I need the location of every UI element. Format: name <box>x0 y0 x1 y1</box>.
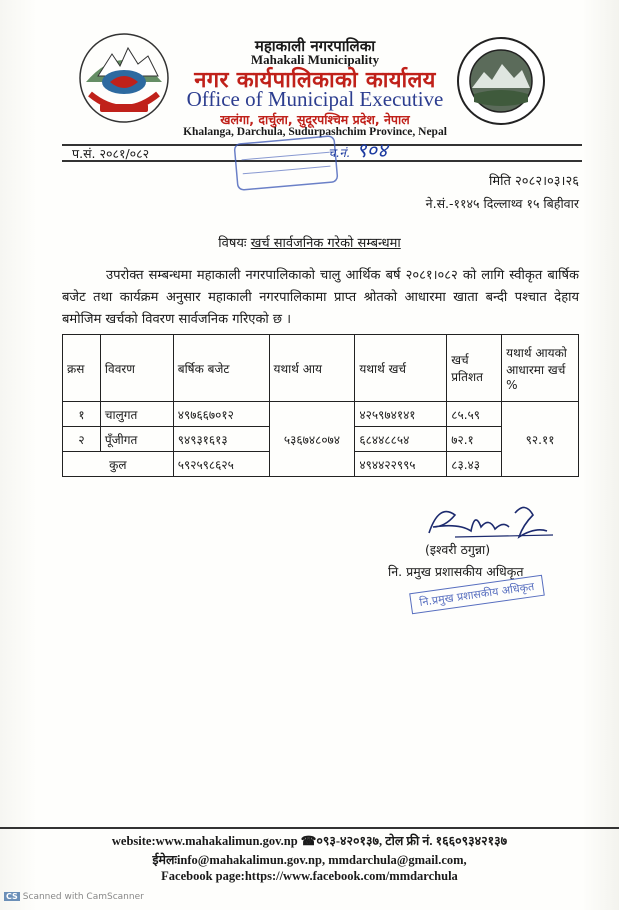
signatory-stamp: नि.प्रमुख प्रशासकीय अधिकृत <box>409 575 544 614</box>
col-header-income-pct: यथार्थ आयको आधारमा खर्च % <box>502 335 579 402</box>
expense-table <box>62 334 579 477</box>
camscanner-icon: CS <box>6 892 18 901</box>
footer-rule <box>0 827 619 829</box>
dispatch-stamp <box>230 129 343 196</box>
cell-total-budget: ५९२५९८६२५ <box>173 452 269 477</box>
municipality-name-en: Mahakali Municipality <box>250 52 380 67</box>
date-bs: मिति २०८२।०३।२६ <box>489 174 579 189</box>
date-ns: ने.सं.-११४५ दिल्लाथ्व १५ बिहीवार <box>425 196 579 211</box>
table-header-row <box>63 335 579 402</box>
dispatch-label: च.नं. <box>328 146 350 160</box>
cell-total-label: कुल <box>63 452 174 477</box>
reference-number: प.सं. २०८१/०८२ <box>72 146 150 161</box>
footer-website: website:www.mahakalimun.gov.np ☎०९३-४२०१३७, टोल फ्री नं. १६६०९३४२१३७ <box>111 834 508 848</box>
cell-total-expense: ४९४४२२९९५ <box>355 452 447 477</box>
camscanner-watermark <box>4 892 144 902</box>
footer-facebook: Facebook page:https://www.facebook.com/mmdarchula <box>161 869 458 883</box>
cell-total-pct: ८३.४३ <box>447 452 502 477</box>
subject-text: खर्च सार्वजनिक गरेको सम्बन्धमा <box>250 236 401 251</box>
address-np: खलंगा, दार्चुला, सुदूरपश्चिम प्रदेश, नेपाल <box>220 112 410 127</box>
subject-label: विषयः <box>218 236 247 251</box>
cell-desc: पूँजीगत <box>100 427 173 452</box>
col-header-pct: खर्च प्रतिशत <box>447 335 502 402</box>
cell-income-based-pct: ९२.११ <box>502 402 579 477</box>
table-row <box>63 402 579 427</box>
col-header-sn: क्र‌स <box>63 335 101 402</box>
cell-sn: २ <box>63 427 101 452</box>
office-name-en: Office of Municipal Executive <box>186 87 444 111</box>
cell-pct: ७२.१ <box>447 427 502 452</box>
col-header-income: यथार्थ आय <box>269 335 355 402</box>
dispatch-number <box>328 136 387 163</box>
cell-sn: १ <box>63 402 101 427</box>
office-name-np: नगर कार्यपालिकाको कार्यालय <box>194 68 436 93</box>
signatory-name: (इश्वरी ठगुन्ना) <box>425 542 491 557</box>
cell-expense: ४२५९७४१४१ <box>355 402 447 427</box>
cell-budget: ९४९३१६१३ <box>173 427 269 452</box>
col-header-expense: यथार्थ खर्च <box>355 335 447 402</box>
cell-desc: चालुगत <box>100 402 173 427</box>
cell-expense: ६८४४८८५४ <box>355 427 447 452</box>
cell-actual-income: ५३६७४८०७४ <box>269 402 355 477</box>
col-header-budget: बर्षिक बजेट <box>173 335 269 402</box>
subject-line <box>0 233 619 251</box>
camscanner-text: Scanned with CamScanner <box>22 892 144 902</box>
municipality-name-np: महाकाली नगरपालिका <box>254 37 376 55</box>
nepal-emblem-logo <box>76 30 172 126</box>
col-header-desc: विवरण <box>100 335 173 402</box>
address-en: Khalanga, Darchula, Sudurpashchim Province, Nepal <box>183 126 447 138</box>
cell-pct: ८५.५९ <box>447 402 502 427</box>
signatory-title: नि. प्रमुख प्रशासकीय अधिकृत <box>388 564 524 579</box>
footer-email: ईमेलःinfo@mahakalimun.gov.np, mmdarchula@gmail.com, <box>152 853 467 867</box>
body-paragraph: उपरोक्त सम्बन्धमा महाकाली नगरपालिकाको चालु आर्थिक बर्ष २०८१।०८२ को लागि स्वीकृत बार्षिक बजेट तथा कार्यक्रम अनुसार महाकाली नगरपालिकामा प्राप्त श्रोतको आधारमा खाता बन्दी पश्चात देहाय बमोजिम खर्चको विवरण सार्वजनिक गरिएको छ । <box>62 268 579 327</box>
cell-budget: ४९७६६७०१२ <box>173 402 269 427</box>
municipality-seal-logo <box>456 36 546 126</box>
signature <box>415 497 565 545</box>
dispatch-value: ९०४ <box>356 138 388 162</box>
